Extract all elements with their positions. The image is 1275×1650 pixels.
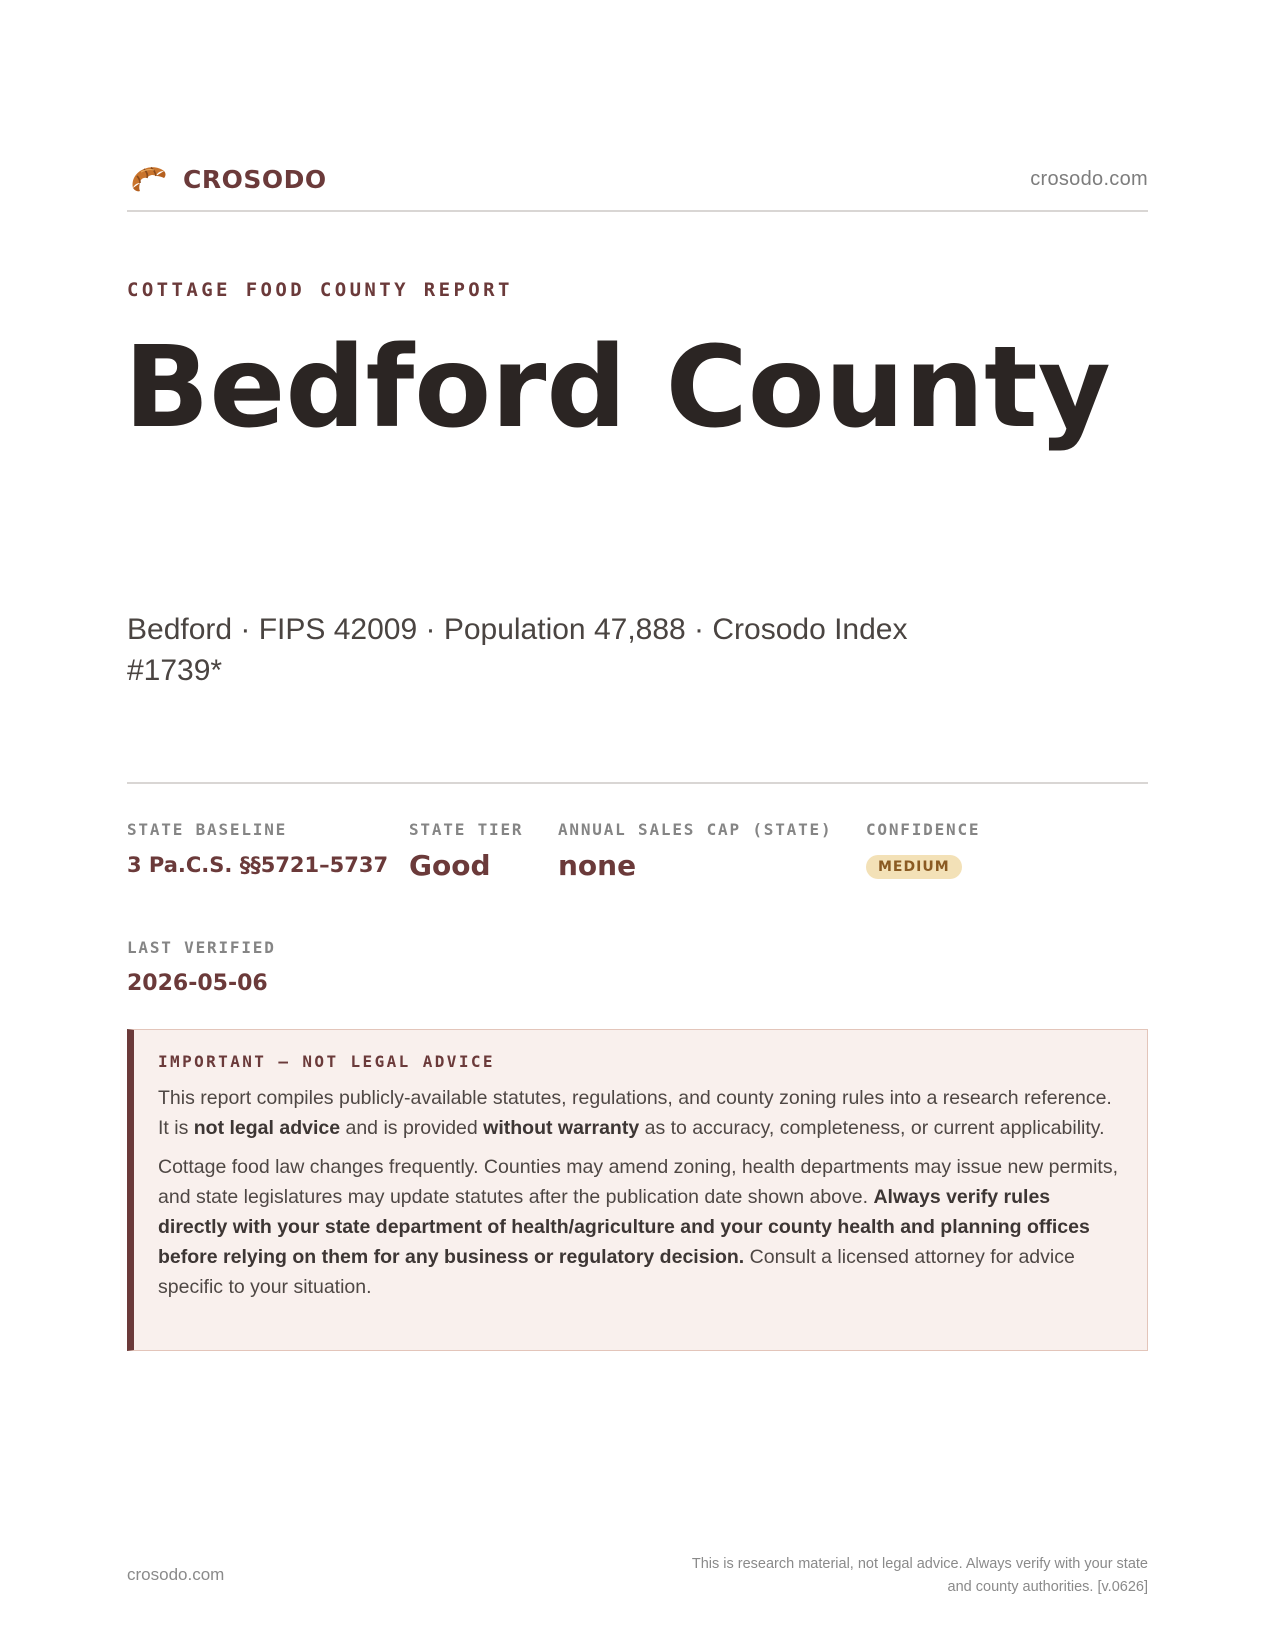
footer-disclaimer-line: This is research material, not legal advice. Always verify with your state	[691, 1556, 1148, 1572]
page-header	[127, 157, 1148, 201]
footer-disclaimer	[628, 1553, 1148, 1599]
notice-emphasis: not legal advice	[193, 1117, 341, 1139]
stat-state-tier	[409, 820, 523, 882]
brand-name: CROSODO	[183, 164, 327, 194]
notice-text: as to accuracy, completeness, or current applicability.	[639, 1117, 1105, 1139]
header-divider	[127, 210, 1148, 212]
confidence-badge: MEDIUM	[866, 855, 962, 879]
page-title: Bedford County	[124, 323, 1111, 453]
notice-emphasis: Always verify rules directly with your state department of health/agriculture and your county health and planning offices before relying on them for any business or regulatory decision.	[158, 1186, 1090, 1268]
footer-site-link[interactable]: crosodo.com	[127, 1565, 225, 1584]
county-summary: Bedford · FIPS 42009 · Population 47,888 · Crosodo Index #1739*	[127, 613, 908, 687]
notice-text: and is provided	[340, 1117, 484, 1139]
notice-text: Cottage food law changes frequently. Counties may amend zoning, health departments may issue new permits, and state legislatures may update statutes after the publication date shown above.	[158, 1156, 1118, 1208]
stat-confidence	[866, 820, 980, 879]
stat-state-baseline	[127, 820, 388, 877]
footer-disclaimer-line: and county authorities. [v.0626]	[947, 1579, 1148, 1595]
stat-last-verified	[127, 938, 276, 996]
stat-value: 2026-05-06	[127, 971, 268, 996]
report-eyebrow: COTTAGE FOOD COUNTY REPORT	[127, 279, 513, 301]
stat-label: STATE TIER	[409, 820, 524, 839]
legal-notice	[127, 1029, 1148, 1351]
stat-value: none	[558, 849, 637, 882]
stat-label: CONFIDENCE	[866, 820, 981, 839]
notice-emphasis: without warranty	[483, 1117, 640, 1139]
notice-title: IMPORTANT — NOT LEGAL ADVICE	[158, 1052, 495, 1071]
stat-label: STATE BASELINE	[127, 820, 288, 839]
stat-value: 3 Pa.C.S. §§5721–5737	[127, 853, 389, 877]
notice-paragraph	[158, 1152, 1121, 1302]
stat-label: ANNUAL SALES CAP (STATE)	[558, 820, 833, 839]
croissant-icon	[127, 158, 169, 200]
section-divider	[127, 782, 1148, 784]
notice-text: Consult a licensed attorney for advice specific to your situation.	[158, 1246, 1075, 1298]
report-page	[124, 0, 1148, 1650]
stat-annual-sales-cap	[558, 820, 832, 882]
site-link[interactable]: crosodo.com	[1030, 167, 1148, 190]
notice-text: This report compiles publicly-available statutes, regulations, and county zoning rules into a research reference. It is	[158, 1087, 1112, 1139]
stat-value: Good	[409, 849, 491, 882]
stat-label: LAST VERIFIED	[127, 938, 276, 957]
brand	[127, 158, 327, 200]
notice-paragraph	[158, 1083, 1121, 1143]
